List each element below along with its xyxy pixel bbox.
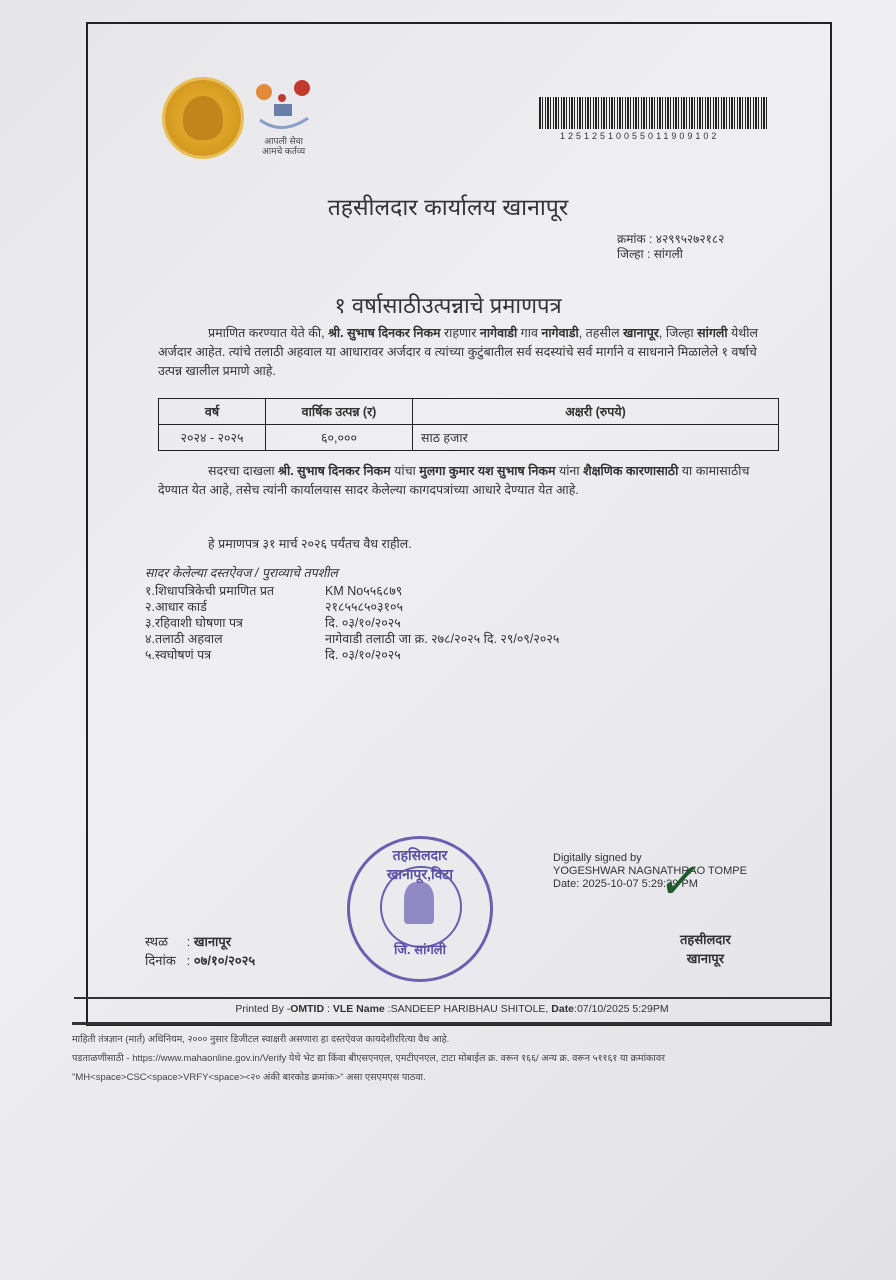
office-title: तहसीलदार कार्यालय खानापूर xyxy=(327,194,569,220)
tagline-2: आमचे कर्तव्य xyxy=(262,146,306,156)
documents-heading: सादर केलेल्या दस्तऐवज / पुराव्याचे तपशील xyxy=(145,566,338,580)
text: : xyxy=(324,1003,333,1015)
omtid: OMTID xyxy=(290,1003,325,1015)
text: यांना xyxy=(555,464,584,478)
header-income: वार्षिक उत्पन्न (र) xyxy=(266,399,413,425)
list-item xyxy=(145,583,559,599)
sig-date: Date: 2025-10-07 5:29:39 PM xyxy=(553,878,698,890)
beneficiary: मुलगा कुमार यश सुभाष निकम xyxy=(419,464,556,478)
stamp-text-top: तहसिलदार खानापूर,विटा xyxy=(386,847,454,882)
footer-line: पडताळणीसाठी - https://www.mahaonline.gov.in/Verify येथे भेट द्या किंवा बीएसएनएल, एमटीएनएल, टाटा मोबाईल क्र. वरून १६६/ अन्य क्र. वरून ५११६१ या क्रमांकावर xyxy=(72,1053,665,1064)
applicant-name: श्री. सुभाष दिनकर निकम xyxy=(278,464,391,478)
cell-in-words: साठ हजार xyxy=(413,425,779,451)
doc-value: २१८५५८५०३१०५ xyxy=(325,600,404,614)
print-date-label: Date xyxy=(551,1003,575,1015)
list-item xyxy=(145,631,559,647)
cell-income: ६०,००० xyxy=(266,425,413,451)
text: येथील अर्जदार आहेत. त्यांचे तलाठी अहवाल या आधारावर अर्जदार व त्यांच्या कुटुंबातील सर्व सदस्यांचे सर्व मार्गाने व साधनाने मिळालेले १ वर्षाचे उत्पन्न खालील प्रमाणे आहे. xyxy=(158,326,759,378)
signatory xyxy=(680,930,731,968)
doc-label: २.आधार कार्ड xyxy=(145,600,207,614)
place-value: खानापूर xyxy=(193,934,232,949)
date-value: ०७/१०/२०२५ xyxy=(193,953,256,968)
text: राहणार xyxy=(440,326,480,340)
district: सांगली xyxy=(697,326,728,340)
certification-paragraph xyxy=(158,324,778,381)
gaon: नागेवाडी xyxy=(541,326,579,340)
text: सदरचा दाखला xyxy=(208,464,279,478)
national-emblem-icon xyxy=(404,882,434,924)
table-row xyxy=(159,425,779,451)
certificate-title: १ वर्षासाठीउत्पन्नाचे प्रमाणपत्र xyxy=(334,293,562,318)
reference-meta: क्रमांक : ४२९९५२७२१८२ जिल्हा : सांगली xyxy=(617,232,725,261)
sig-line: Digitally signed by xyxy=(553,852,642,864)
aapli-seva-logo xyxy=(252,78,314,136)
signatory-place: खानापूर xyxy=(686,951,725,966)
doc-value: KM No५५६८७९ xyxy=(325,584,403,598)
income-table xyxy=(158,398,779,451)
date-label: दिनांक xyxy=(145,953,176,968)
kramank-value: ४२९९५२७२१८२ xyxy=(655,232,725,246)
barcode-number: 12512510055011909102 xyxy=(560,131,720,141)
jilha-label: जिल्हा xyxy=(617,247,644,261)
list-item xyxy=(145,615,559,631)
text: , जिल्हा xyxy=(658,326,698,340)
header-in-words: अक्षरी (रुपये) xyxy=(413,399,779,425)
digital-signature xyxy=(553,852,747,891)
kramank-label: क्रमांक xyxy=(617,232,646,246)
vle-label: VLE Name xyxy=(332,1003,385,1015)
text: या कामासाठीच देण्यात येत आहे, तसेच त्यांनी कार्यालयास सादर केलेल्या कागदपत्रांच्या आधारे देण्यात येत आहे. xyxy=(158,464,750,497)
cell-year: २०२४ - २०२५ xyxy=(159,425,266,451)
header-year: वर्ष xyxy=(159,399,266,425)
print-date-value: :07/10/2025 5:29PM xyxy=(574,1003,669,1015)
doc-value: नागेवाडी तलाठी जा क्र. २७८/२०२५ दि. २९/०९/२०२५ xyxy=(325,632,560,646)
divider xyxy=(74,997,830,999)
doc-label: ५.स्वघोषणं पत्र xyxy=(145,648,212,662)
doc-value: दि. ०३/१०/२०२५ xyxy=(325,616,401,630)
place-label: स्थळ xyxy=(145,934,168,949)
list-item xyxy=(145,599,559,615)
doc-label: ३.रहिवाशी घोषणा पत्र xyxy=(145,616,243,630)
footer-notes xyxy=(72,1030,852,1087)
footer-line: "MH<space>CSC<space>VRFY<space><२० अंकी बारकोड क्रमांक>" असा एसएमएस पाठवा. xyxy=(72,1072,426,1083)
village: नागेवाडी xyxy=(479,326,518,340)
text: Printed By - xyxy=(235,1003,291,1015)
logo-tagline xyxy=(262,136,305,156)
doc-value: दि. ०३/१०/२०२५ xyxy=(325,648,401,662)
barcode xyxy=(539,97,767,129)
documents-list xyxy=(145,565,559,663)
vle-value: :SANDEEP HARIBHAU SHITOLE, xyxy=(384,1003,552,1015)
text: गाव xyxy=(517,326,542,340)
validity-text: हे प्रमाणपत्र ३१ मार्च २०२६ पर्यंतच वैध राहील. xyxy=(208,537,412,551)
table-header-row xyxy=(159,399,779,425)
text: , तहसील xyxy=(578,326,624,340)
seal-emblem-icon xyxy=(183,96,223,140)
footer-line: माहिती तंत्रज्ञान (मार्त) अधिनियम, २००० नुसार डिजीटल स्वाक्षरी असणारा हा दस्तऐवज कायदेशीररित्या वैध आहे. xyxy=(72,1034,450,1045)
tahsil: खानापूर xyxy=(623,326,659,340)
doc-label: ४.तलाठी अहवाल xyxy=(145,632,223,646)
purpose: शैक्षणिक कारणासाठी xyxy=(583,464,679,478)
stamp-text-bottom: जि. सांगली xyxy=(394,942,446,957)
printed-by xyxy=(74,1003,830,1015)
purpose-paragraph xyxy=(158,462,778,500)
doc-label: १.शिधापत्रिकेची प्रमाणित प्रत xyxy=(145,584,275,598)
text: यांचा xyxy=(390,464,420,478)
list-item xyxy=(145,647,559,663)
jilha-value: सांगली xyxy=(653,247,683,261)
signature-valid-check-icon: ✓ xyxy=(655,853,707,909)
place-date: स्थळ : खानापूर दिनांक : ०७/१०/२०२५ xyxy=(145,934,256,968)
divider xyxy=(72,1022,832,1025)
text: प्रमाणित करण्यात येते की, xyxy=(208,326,329,340)
applicant-name: श्री. सुभाष दिनकर निकम xyxy=(328,326,441,340)
tagline-1: आपली सेवा xyxy=(264,136,303,146)
signatory-title: तहसीलदार xyxy=(680,932,731,947)
signer-name: YOGESHWAR NAGNATHRAO TOMPE xyxy=(553,865,747,877)
